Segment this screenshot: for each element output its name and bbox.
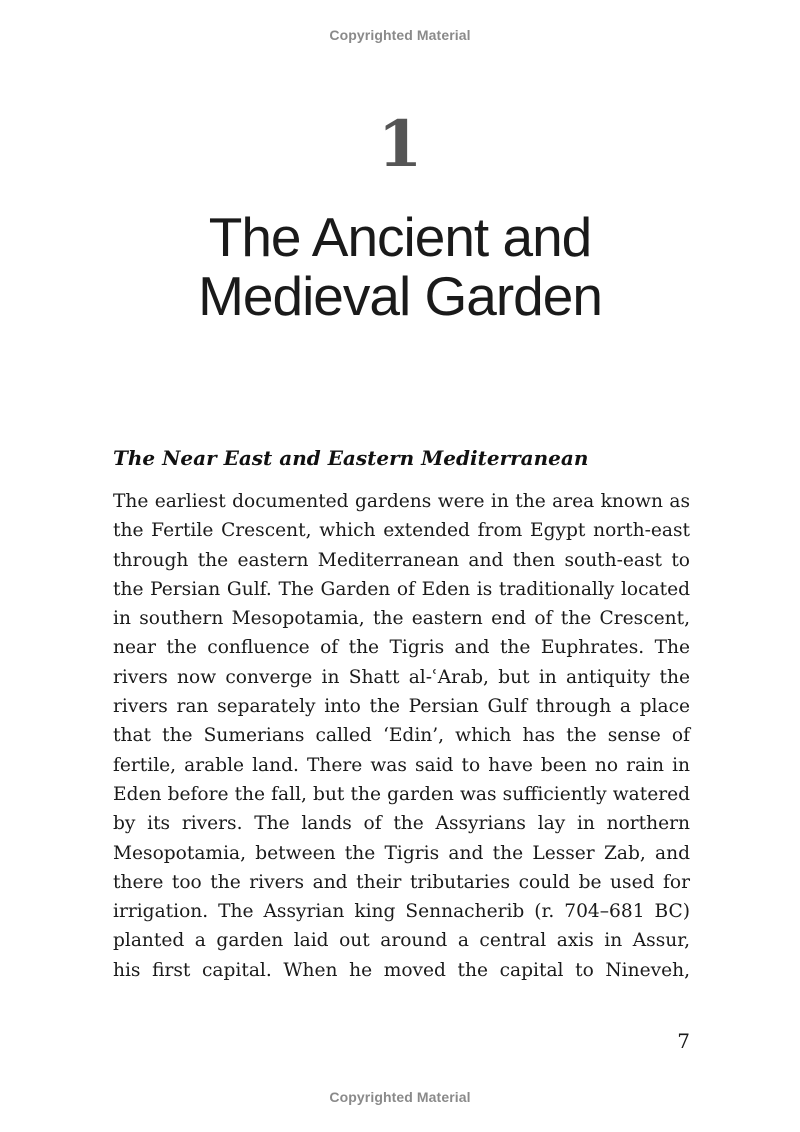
body-line: Mesopotamia, between the Tigris and the Lesser Zab, and bbox=[113, 842, 690, 864]
copyright-watermark-bottom: Copyrighted Material bbox=[329, 1089, 471, 1105]
body-line: that the Sumerians called ‘Edin’, which has the sense of bbox=[113, 725, 690, 747]
chapter-title bbox=[0, 208, 800, 326]
body-line: the Persian Gulf. The Garden of Eden is traditionally located bbox=[113, 578, 690, 600]
body-line: fertile, arable land. There was said to have been no rain in bbox=[113, 754, 690, 776]
body-line: rivers now converge in Shatt al-ʿArab, but in antiquity the bbox=[113, 666, 690, 688]
chapter-title-line-2: Medieval Garden bbox=[198, 265, 602, 327]
body-line: The earliest documented gardens were in the area known as bbox=[113, 491, 690, 512]
page-number: 7 bbox=[677, 1029, 690, 1053]
body-line: there too the rivers and their tributaries could be used for bbox=[113, 871, 690, 893]
body-line: his first capital. When he moved the capital to Nineveh, bbox=[113, 959, 690, 981]
section-heading: The Near East and Eastern Mediterranean bbox=[113, 446, 589, 470]
body-line: through the eastern Mediterranean and then south-east to bbox=[113, 549, 690, 571]
body-line: irrigation. The Assyrian king Sennacherib (r. 704–681 BC) bbox=[113, 901, 690, 923]
body-line: rivers ran separately into the Persian Gulf through a place bbox=[113, 696, 690, 718]
chapter-title-line-1: The Ancient and bbox=[208, 206, 592, 268]
body-line: in southern Mesopotamia, the eastern end of the Crescent, bbox=[113, 608, 690, 630]
body-line: Eden before the fall, but the garden was sufficiently watered bbox=[113, 783, 690, 805]
copyright-watermark-top: Copyrighted Material bbox=[329, 27, 471, 43]
body-line: the Fertile Crescent, which extended from Egypt north-east bbox=[113, 520, 690, 542]
body-line: near the confluence of the Tigris and the Euphrates. The bbox=[113, 637, 690, 659]
body-line: by its rivers. The lands of the Assyrians lay in northern bbox=[113, 813, 690, 835]
body-paragraph bbox=[113, 487, 690, 985]
chapter-number: 1 bbox=[377, 107, 423, 182]
body-line: planted a garden laid out around a central axis in Assur, bbox=[113, 930, 690, 952]
